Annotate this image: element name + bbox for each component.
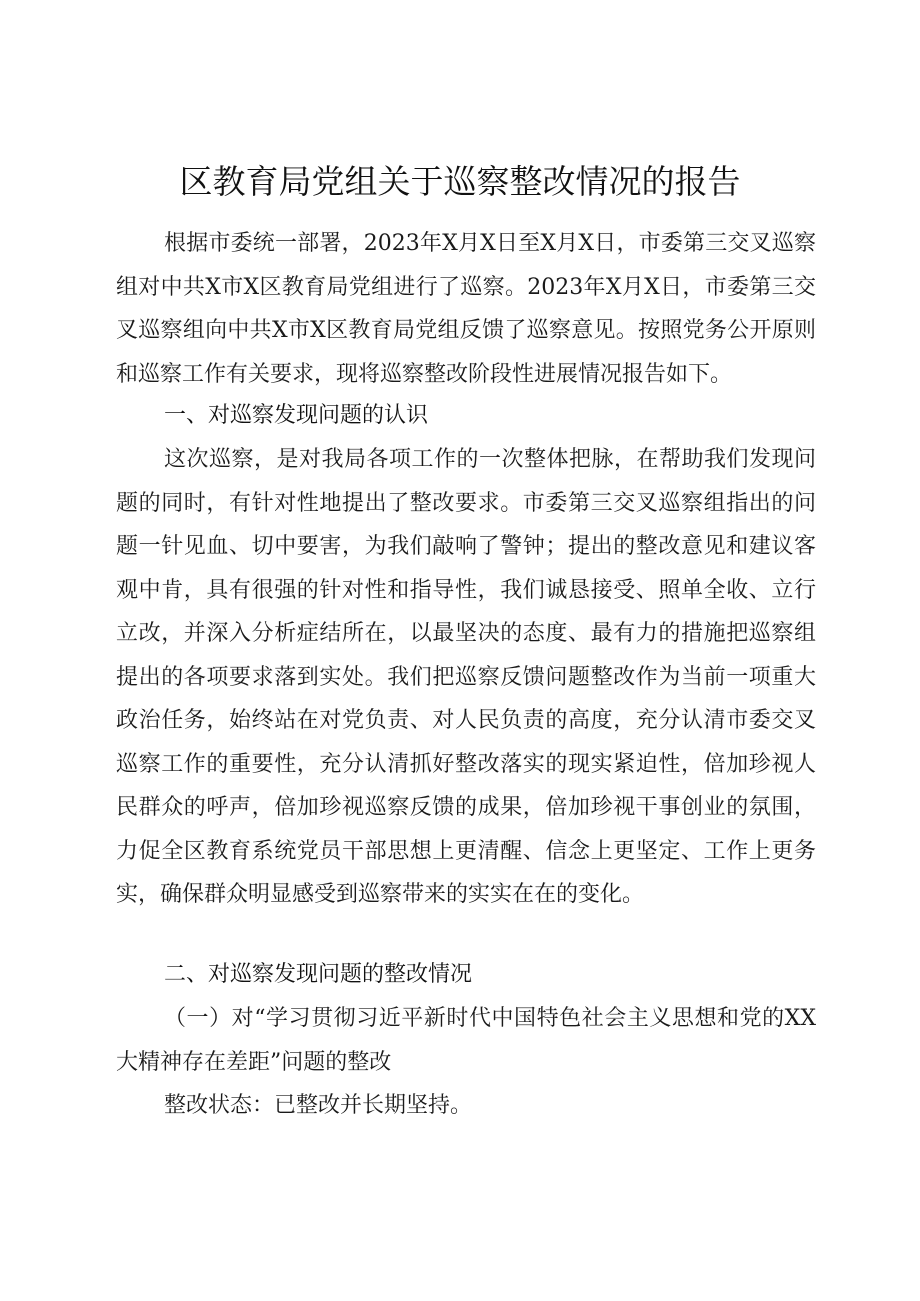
section-heading-2: 二、对巡察发现问题的整改情况 [164, 962, 473, 987]
document-title: 区教育局党组关于巡察整改情况的报告 [179, 162, 741, 201]
subsection-heading-1: （一）对“学习贯彻习近平新时代中国特色社会主义思想和党的XX大精神存在差距”问题的整改 [116, 1006, 816, 1075]
section-1-paragraph: 这次巡察，是对我局各项工作的一次整体把脉，在帮助我们发现问题的同时，有针对性地提出了整改要求。市委第三交叉巡察组指出的问题一针见血、切中要害，为我们敲响了警钟；提出的整改意见和建议客观中肯，具有很强的针对性和指导性，我们诚恳接受、照单全收、立行立改，并深入分析症结所在，以最坚决的态度、最有力的措施把巡察组提出的各项要求落到实处。我们把巡察反馈问题整改作为当前一项重大政治任务，始终站在对党负责、对人民负责的高度，充分认清市委交叉巡察工作的重要性，充分认清抓好整改落实的现实紧迫性，倍加珍视人民群众的呼声，倍加珍视巡察反馈的成果，倍加珍视干事创业的氛围，力促全区教育系统党员干部思想上更清醒、信念上更坚定、工作上更务实，确保群众明显感受到巡察带来的实实在在的变化。 [116, 447, 816, 907]
intro-paragraph: 根据市委统一部署，2023年X月X日至X月X日，市委第三交叉巡察组对中共X市X区教育局党组进行了巡察。2023年X月X日，市委第三交叉巡察组向中共X市X区教育局党组反馈了巡察意见。按照党务公开原则和巡察工作有关要求，现将巡察整改阶段性进展情况报告如下。 [116, 231, 816, 387]
section-heading-1: 一、对巡察发现问题的认识 [164, 403, 429, 428]
rectification-status: 整改状态：已整改并长期坚持。 [164, 1093, 473, 1118]
